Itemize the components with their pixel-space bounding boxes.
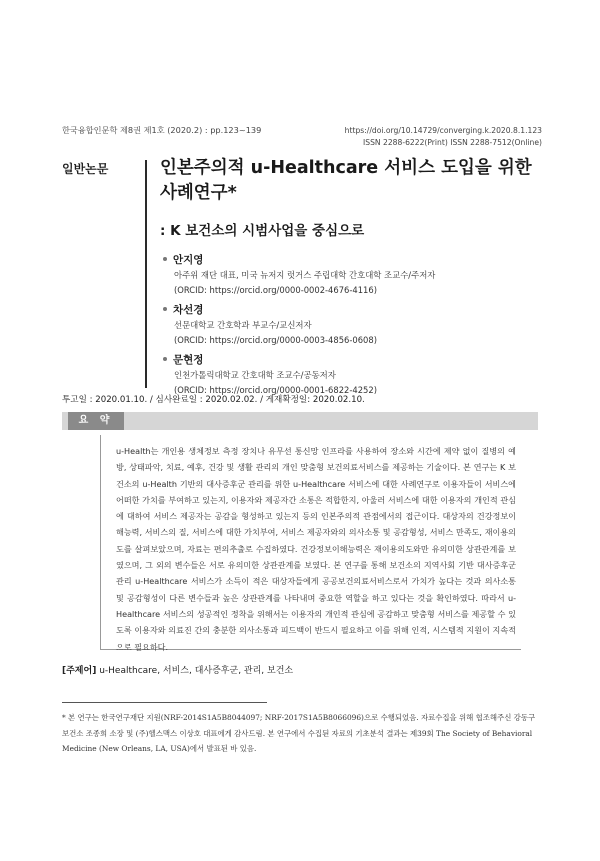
author-orcid[interactable]: (ORCID: https://orcid.org/0000-0002-4676-4116) <box>174 285 377 295</box>
section-label: 일반논문 <box>62 162 109 176</box>
author-entry <box>163 253 563 298</box>
author-affiliation: 인천가톨릭대학교 간호대학 조교수/공동저자 <box>174 370 336 380</box>
journal-citation: 한국융합인문학 제8권 제1호 (2020.2) : pp.123~139 <box>62 125 262 135</box>
doi-link[interactable]: https://doi.org/10.14729/converging.k.2020.8.1.123 <box>344 126 542 135</box>
paper-title: 인본주의적 u-Healthcare 서비스 도입을 위한 사례연구* <box>160 158 532 203</box>
author-orcid[interactable]: (ORCID: https://orcid.org/0000-0003-4856-0608) <box>174 335 377 345</box>
author-name: 차선경 <box>173 304 204 316</box>
author-name: 문현정 <box>173 354 204 366</box>
author-entry <box>163 303 563 348</box>
keywords-text: u-Healthcare, 서비스, 대사증후군, 관리, 보건소 <box>99 666 294 676</box>
doi-issn-block <box>345 125 542 149</box>
paper-subtitle: : K 보건소의 시범사업을 중심으로 <box>160 223 365 239</box>
bullet-icon <box>163 307 167 311</box>
title-divider <box>145 160 147 388</box>
author-name: 안지영 <box>173 254 204 266</box>
author-list <box>163 253 563 403</box>
bullet-icon <box>163 257 167 261</box>
keywords <box>62 663 293 676</box>
keywords-label: [주제어] <box>62 666 97 676</box>
author-affiliation: 선문대학교 간호학과 부교수/교신저자 <box>174 320 312 330</box>
author-affiliation: 아주위 재단 대표, 미국 뉴저지 럿거스 주립대학 간호대학 조교수/주저자 <box>174 270 436 280</box>
footnote: * 본 연구는 한국연구재단 지원(NRF-2014S1A5B8044097; NRF-2017S1A5B8066096)으로 수행되었음. 자료수집을 위해 협조해주신 강동구 보건소 조종희 소장 및 (주)헬스맥스 이상호 대표에게 감사드림. 본 연구에서 수집된 자료의 기초분석 결과는 제39회 The Society of Behavioral Medicine (New Orleans, LA, USA)에서 발표된 바 있음. <box>62 713 536 753</box>
author-entry <box>163 353 563 398</box>
bullet-icon <box>163 357 167 361</box>
abstract-label: 요 약 <box>68 412 124 430</box>
author-orcid[interactable]: (ORCID: https://orcid.org/0000-0001-6822-4252) <box>174 385 377 395</box>
abstract-text: u-Health는 개인용 생체정보 측정 장치나 유무선 통신망 인프라를 사용하여 장소와 시간에 제약 없이 질병의 예방, 상태파악, 치료, 예후, 건강 및 생활 관리의 개인 맞춤형 보건의료서비스를 제공하는 기술이다. 본 연구는 K 보건소의 u-Health 기반의 대사증후군 관리를 위한 u-Healthcare 서비스에 대한 사례연구로 이용자들이 서비스에 어떠한 가치를 부여하고 있는지, 이용자와 제공자간 소통은 적합한지, 아울러 서비스에 대한 이용자의 개인적 관심에 대하여 서비스 제공자는 공감을 형성하고 있는지 등의 인본주의적 관점에서의 접근이다. 대상자의 건강정보이해능력, 서비스의 질, 서비스에 대한 가치부여, 서비스 제공자와의 의사소통 및 공감형성, 서비스 만족도, 재이용의도를 살펴보았으며, 자료는 편의추출로 수집하였다. 건강정보이해능력은 재이용의도와만 유의미한 상관관계를 보였으며, 그 외의 변수들은 서로 유의미한 상관관계를 보였다. 본 연구를 통해 보건소의 지역사회 기반 대사증후군 관리 u-Healthcare 서비스가 소득이 적은 대상자들에게 공공보건의료서비스로서 가치가 높다는 것과 의사소통 및 공감형성이 다른 변수들과 높은 상관관계를 나타내며 중요한 역할을 하고 있다는 것을 확인하였다. 따라서 u-Healthcare 서비스의 성공적인 정착을 위해서는 이용자의 개인적 관심에 공감하고 맞춤형 서비스를 제공할 수 있도록 이용자와 의료진 간의 충분한 의사소통과 피드백이 반드시 필요하고 이를 위해 인적, 시스템적 지원이 지속적으로 필요하다. <box>116 446 516 652</box>
issn-text: ISSN 2288-6222(Print) ISSN 2288-7512(Online) <box>363 138 542 147</box>
footnote-rule <box>62 702 267 703</box>
abstract-header-bar <box>62 412 538 430</box>
submission-dates: 투고일 : 2020.01.10. / 심사완료일 : 2020.02.02. / 게재확정일: 2020.02.10. <box>62 395 365 405</box>
